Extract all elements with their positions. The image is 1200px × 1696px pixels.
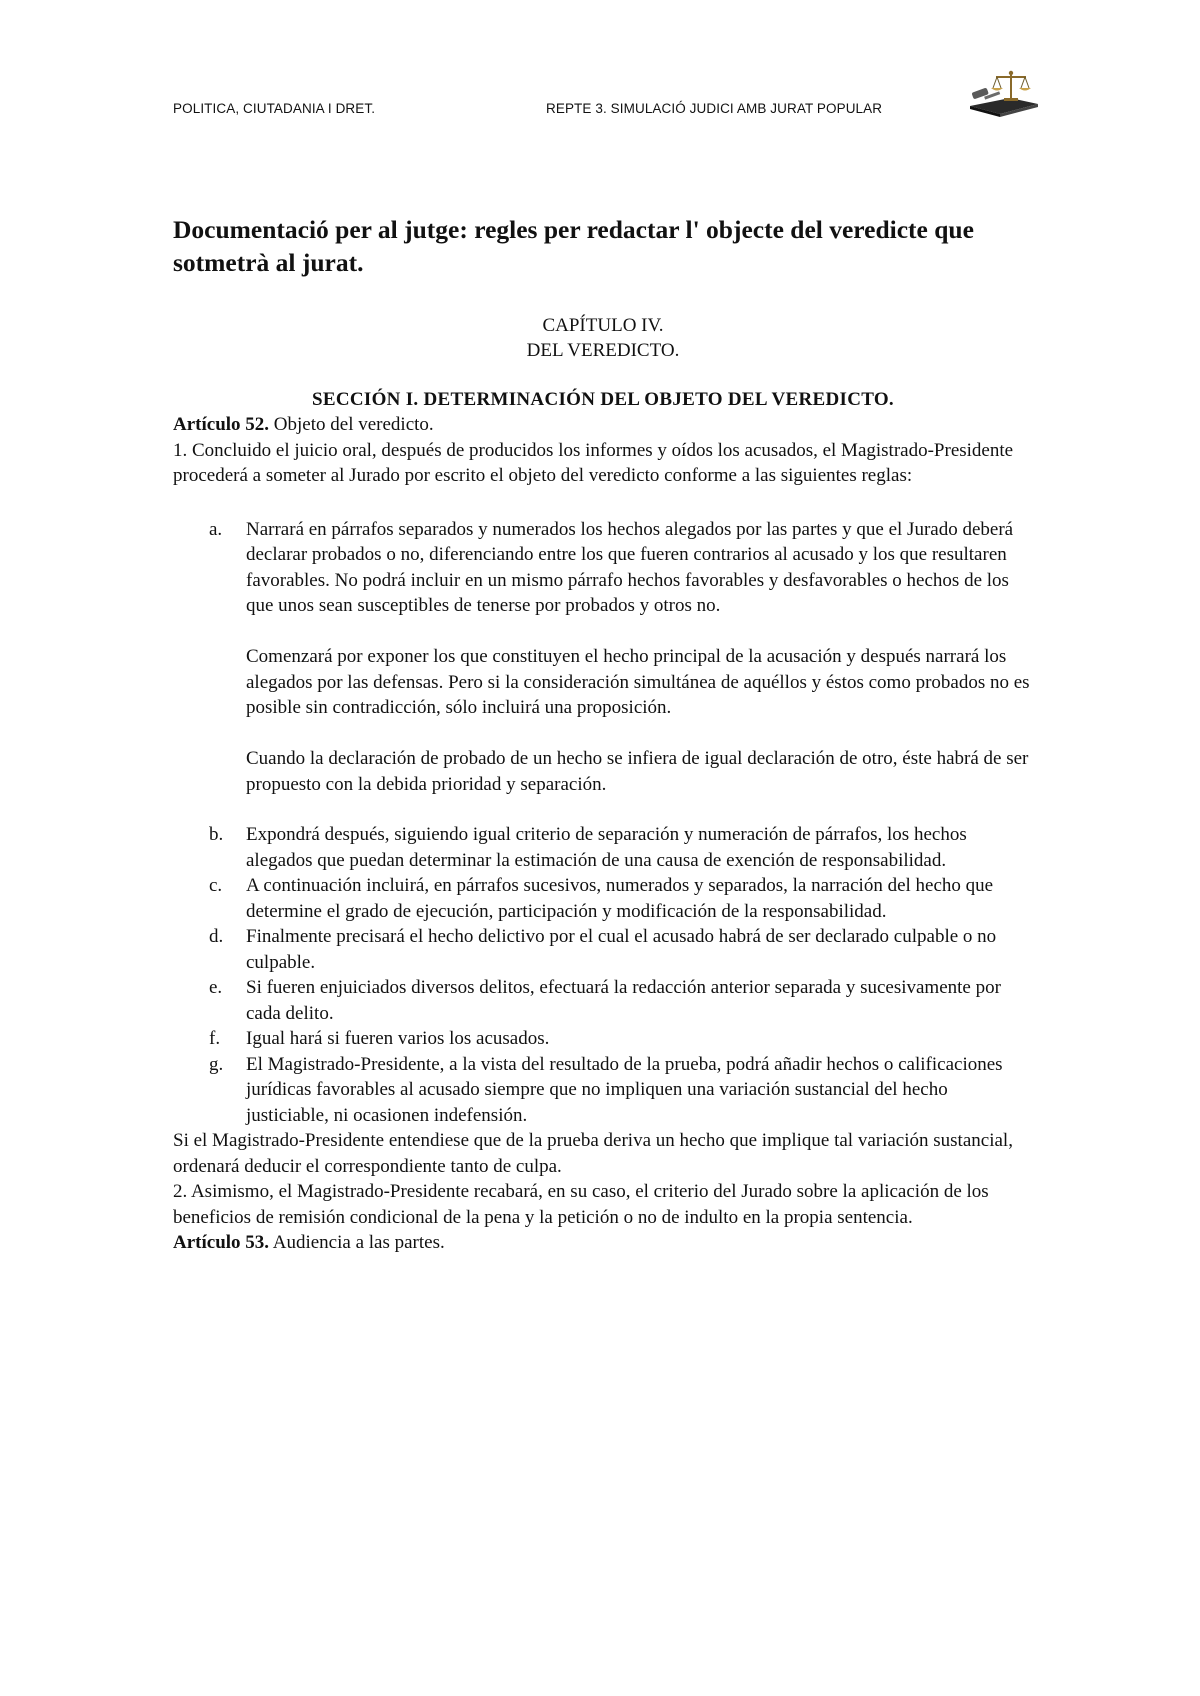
chapter-subtitle: DEL VEREDICTO. xyxy=(526,340,680,361)
chapter-heading: CAPÍTULO IV. xyxy=(542,315,664,336)
list-marker: b. xyxy=(209,824,224,845)
document-body xyxy=(173,213,1033,1256)
article-53-label: Artículo 53. xyxy=(173,1232,270,1253)
page-header xyxy=(173,101,1033,123)
list-item xyxy=(173,975,1033,1026)
article-52-label: Artículo 52. xyxy=(173,414,270,435)
article-53-heading xyxy=(173,1230,1033,1256)
header-challenge-title: REPTE 3. SIMULACIÓ JUDICI AMB JURAT POPULAR xyxy=(546,101,883,116)
rules-list xyxy=(173,517,1033,1129)
scales-of-justice-icon xyxy=(966,68,1042,118)
list-item-paragraph: El Magistrado-Presidente, a la vista del resultado de la prueba, podrá añadir hechos o calificaciones jurídicas favorables al acusado siempre que no impliquen una variación sustancial del hecho justiciable, ni ocasionen indefensión. xyxy=(246,1053,1003,1126)
paragraph-2: 2. Asimismo, el Magistrado-Presidente recabará, en su caso, el criterio del Jurado sobre la aplicación de los beneficios de remisión condicional de la pena y la petición o no de indulto en la propia sentencia. xyxy=(173,1181,989,1228)
list-item xyxy=(173,1026,1033,1052)
list-item-paragraph: Expondrá después, siguiendo igual criterio de separación y numeración de párrafos, los hechos alegados que puedan determinar la estimación de una causa de exención de responsabilidad. xyxy=(246,824,967,871)
list-item-paragraph: Comenzará por exponer los que constituyen el hecho principal de la acusación y después narrará los alegados por las defensas. Pero si la consideración simultánea de aquéllos y éstos como probados no es posible sin contradicción, sólo incluirá una proposición. xyxy=(246,646,1030,718)
list-marker: f. xyxy=(209,1028,221,1049)
list-item-paragraph: Finalmente precisará el hecho delictivo por el cual el acusado habrá de ser declarado culpable o no culpable. xyxy=(246,926,997,973)
list-item xyxy=(173,924,1033,975)
list-item xyxy=(173,517,1033,798)
list-marker: a. xyxy=(209,518,223,540)
list-item xyxy=(173,873,1033,924)
list-item xyxy=(173,1052,1033,1129)
list-item xyxy=(173,822,1033,873)
list-item-paragraph: A continuación incluirá, en párrafos sucesivos, numerados y separados, la narración del hecho que determine el grado de ejecución, participación y modificación de la responsabilidad. xyxy=(246,875,994,922)
list-marker: g. xyxy=(209,1053,224,1075)
article-52-title: Objeto del veredicto. xyxy=(269,414,434,435)
article-52-heading xyxy=(173,412,1033,438)
article-53-title: Audiencia a las partes. xyxy=(269,1232,445,1253)
document-title: Documentació per al jutge: regles per redactar l' objecte del veredicte que sotmetrà al jurat. xyxy=(173,215,974,277)
list-item-paragraph: Cuando la declaración de probado de un hecho se infiera de igual declaración de otro, éste habrá de ser propuesto con la debida prioridad y separación. xyxy=(246,748,1029,795)
header-course-title: POLITICA, CIUTADANIA I DRET. xyxy=(173,101,376,116)
list-item-paragraph: Si fueren enjuiciados diversos delitos, efectuará la redacción anterior separada y sucesivamente por cada delito. xyxy=(246,977,1001,1024)
paragraph-1: 1. Concluido el juicio oral, después de producidos los informes y oídos los acusados, el Magistrado-Presidente procederá a someter al Jurado por escrito el objeto del veredicto conforme a las siguientes reglas: xyxy=(173,439,1014,486)
list-item-paragraph: Narrará en párrafos separados y numerados los hechos alegados por las partes y que el Jurado deberá declarar probados o no, diferenciando entre los que fueren contrarios al acusado y los que resultaren favorables. No podrá incluir en un mismo párrafo hechos favorables y desfavorables o hechos de los que unos sean susceptibles de tenerse por probados y otros no. xyxy=(246,518,1014,616)
list-item-paragraph: Igual hará si fueren varios los acusados. xyxy=(246,1028,550,1049)
list-marker: e. xyxy=(209,977,223,998)
list-marker: c. xyxy=(209,875,223,896)
list-marker: d. xyxy=(209,926,224,947)
section-heading: SECCIÓN I. DETERMINACIÓN DEL OBJETO DEL VEREDICTO. xyxy=(312,389,894,410)
paragraph-after-list: Si el Magistrado-Presidente entendiese que de la prueba deriva un hecho que implique tal variación sustancial, ordenará deducir el correspondiente tanto de culpa. xyxy=(173,1130,1013,1177)
